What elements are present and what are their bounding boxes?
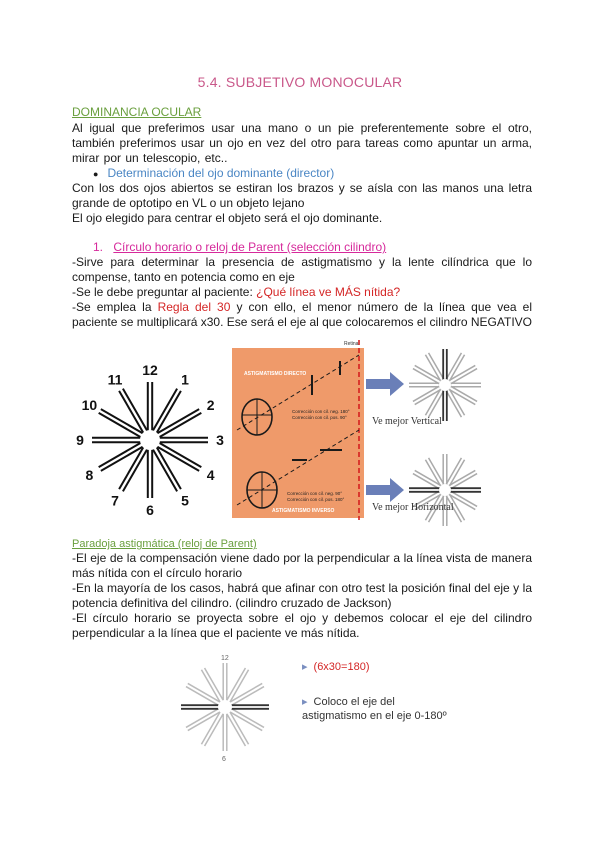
dial-number-5: 5: [181, 492, 189, 509]
dial-spoke: [123, 389, 148, 432]
corr-direct-1: Corrección con cil. neg. 180°: [292, 409, 350, 414]
dominance-paragraph: Al igual que preferimos usar una mano o un pie preferentemente sobre el otro, también preferimos usar un ojo en vez del otro para tareas como apuntar un arma, mirar por un telescopio, etc..: [72, 121, 532, 165]
bullet-dot: ●: [93, 169, 99, 179]
corr-inverse-1: Corrección con cil. neg. 90°: [287, 491, 343, 496]
dial-spoke: [152, 389, 177, 432]
dial-spoke: [231, 708, 264, 727]
dial-spoke: [413, 369, 440, 385]
parent-clock-purpose: -Sirve para determinar la presencia de astigmatismo y la lente cilíndrica que lo compense, tanto en potencia como en eje: [72, 255, 532, 284]
dial-number-6: 6: [146, 502, 154, 518]
corr-direct-2: Corrección con cil. pos. 90°: [292, 415, 347, 420]
paradox-heading: Paradoja astigmática (reloj de Parent): [72, 538, 257, 550]
parent-clock-heading: 1. Círculo horario o reloj de Parent (selección cilindro): [93, 240, 387, 254]
dial-spoke: [205, 668, 224, 701]
direct-label: ASTIGMATISMO DIRECTO: [244, 371, 307, 377]
dial-number-8: 8: [85, 467, 94, 483]
dial-spoke: [450, 474, 477, 490]
ve-mejor-vertical: Ve mejor Vertical: [372, 416, 442, 427]
dial-spoke: [231, 687, 264, 706]
triangle-icon: ▸: [302, 661, 308, 673]
paradox-line-1: -El eje de la compensación viene dado por la perpendicular a la línea vista de manera más nítida con el círculo horario: [72, 551, 532, 580]
dial-spoke: [123, 448, 148, 491]
dial-spoke: [446, 390, 462, 417]
dial-number-9: 9: [76, 432, 84, 448]
slide-formula: ▸ (6x30=180): [302, 661, 370, 673]
retina-label: Retina: [344, 341, 359, 347]
dominance-conclusion: El ojo elegido para centrar el objeto será el ojo dominante.: [72, 211, 383, 225]
paradox-line-2: -En la mayoría de los casos, habrá que afinar con otro test la posición final del eje y la potencia definitiva del cilindro. (cilindro cruzado de Jackson): [72, 581, 532, 610]
dial-number-10: 10: [81, 397, 98, 413]
slide-clock-dial: [170, 650, 295, 765]
dial-spoke: [226, 713, 245, 746]
parent-clock-dial: [76, 362, 230, 518]
arrow-right-icon: [366, 478, 404, 502]
dial-center: [140, 430, 160, 450]
inverse-label: ASTIGMATISMO INVERSO: [272, 508, 335, 514]
dial-spoke: [429, 458, 445, 485]
dominance-bullet: [93, 166, 533, 182]
dial-number-1: 1: [181, 371, 189, 388]
bullet-text: Determinación del ojo dominante (director): [107, 166, 335, 180]
dial-horizontal-center: [439, 484, 451, 496]
slide-dial-center: [218, 700, 232, 714]
dial-number-11: 11: [107, 371, 123, 388]
dial-number-4: 4: [206, 467, 215, 483]
dial-spoke: [186, 708, 219, 727]
astigmatism-diagram: [232, 335, 382, 520]
slide-num-12: 12: [221, 655, 229, 662]
dial-spoke: [186, 687, 219, 706]
dial-spoke: [99, 413, 142, 438]
dial-spoke: [205, 713, 224, 746]
dial-number-12: 12: [142, 362, 158, 378]
dial-number-3: 3: [216, 432, 224, 448]
arrow-horizontal: [366, 478, 406, 502]
triangle-icon: ▸: [302, 696, 308, 708]
ve-mejor-horizontal: Ve mejor Horizontal: [372, 502, 454, 513]
dial-spoke: [446, 458, 462, 485]
dial-spoke: [450, 386, 477, 402]
corr-inverse-2: Corrección con cil. pos. 180°: [287, 497, 345, 502]
arrow-right-icon: [366, 372, 404, 396]
slide-num-6: 6: [222, 756, 226, 763]
dial-spoke: [413, 474, 440, 490]
dominance-method: Con los dos ojos abiertos se estiran los brazos y se aísla con las manos una letra grande de optotipo en VL o un objeto lejano: [72, 181, 532, 210]
paradox-line-3: -El círculo horario se proyecta sobre el ojo y debemos colocar el eje del cilindro perpendicular a la línea que el paciente ve más nítida.: [72, 611, 532, 640]
dial-spoke: [226, 668, 245, 701]
dial-spoke: [429, 353, 445, 380]
dial-vertical-sharp: [405, 345, 485, 425]
dial-vertical-center: [439, 379, 451, 391]
dial-spoke: [446, 353, 462, 380]
dial-spoke: [413, 386, 440, 402]
dial-number-2: 2: [206, 397, 215, 413]
dial-spoke: [158, 413, 201, 438]
page-title: 5.4. SUBJETIVO MONOCULAR: [197, 74, 403, 90]
arrow-vertical: [366, 372, 406, 396]
dial-spoke: [429, 390, 445, 417]
dial-horizontal-sharp: [405, 450, 485, 530]
dominance-heading: DOMINANCIA OCULAR: [72, 105, 202, 119]
dial-number-7: 7: [111, 492, 119, 509]
dial-spoke: [158, 442, 201, 467]
rule-of-30: -Se emplea la Regla del 30 y con ello, el menor número de la línea que vea el paciente se multiplicará x30. Ese será el eje al que colocaremos el cilindro NEGATIVO: [72, 300, 532, 329]
parent-clock-question: -Se le debe preguntar al paciente: ¿Qué línea ve MÁS nítida?: [72, 285, 401, 299]
dial-spoke: [450, 491, 477, 507]
slide-text: ▸ Coloco el eje del astigmatismo en el eje 0-180º: [302, 696, 447, 722]
dial-spoke: [99, 442, 142, 467]
dial-spoke: [450, 369, 477, 385]
dial-spoke: [152, 448, 177, 491]
